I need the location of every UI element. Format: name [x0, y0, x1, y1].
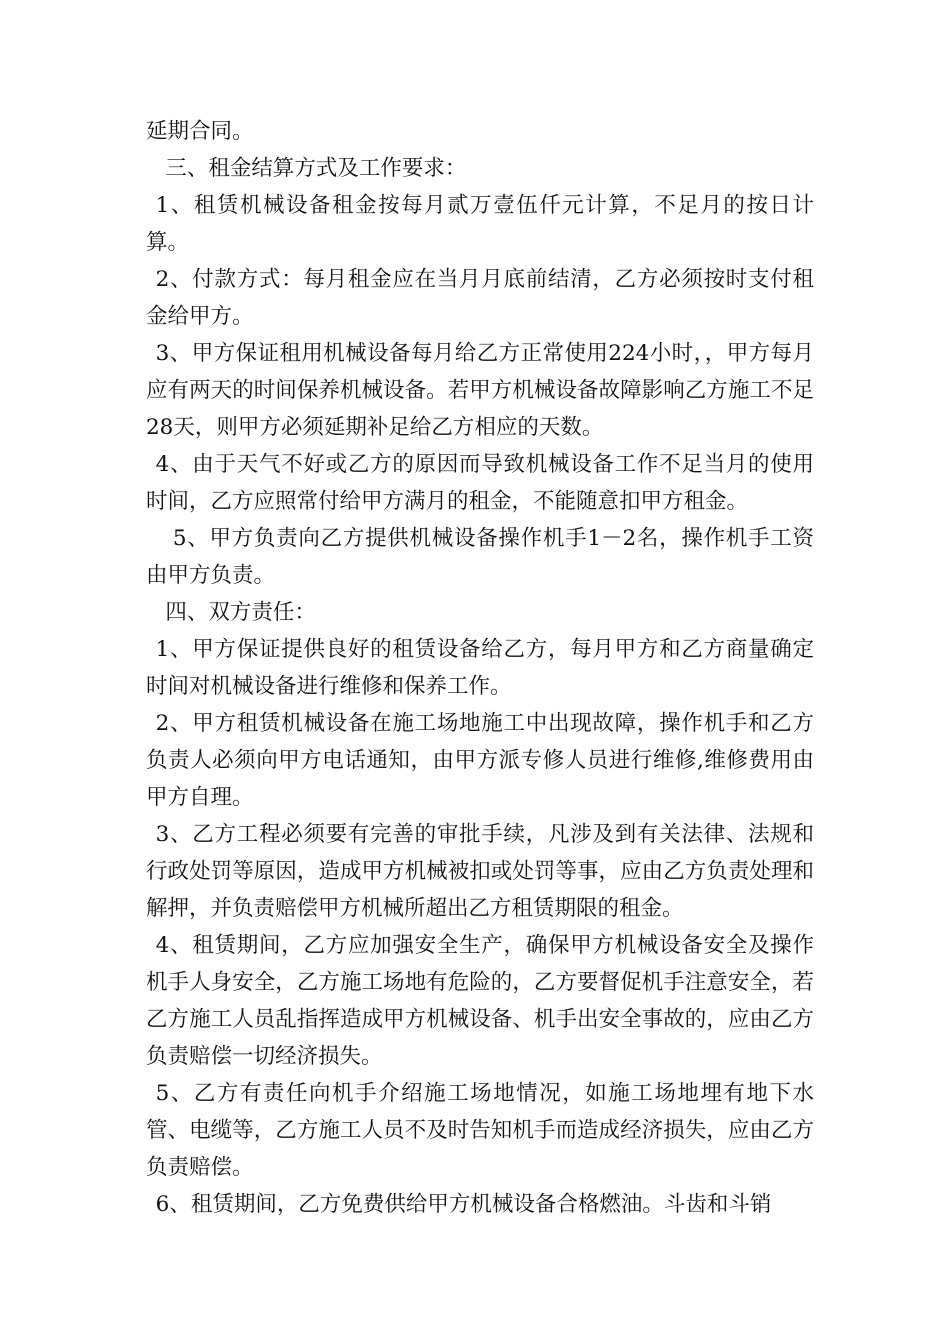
- clause-4-5: 5、乙方有责任向机手介绍施工场地情况，如施工场地埋有地下水管、电缆等，乙方施工人员不及时告知机手而造成经济损失，应由乙方负责赔偿。: [146, 1081, 814, 1180]
- clause-3-5: 5、甲方负责向乙方提供机械设备操作机手1－2名，操作机手工资由甲方负责。: [146, 526, 814, 588]
- clause-4-6: 6、租赁期间，乙方免费供给甲方机械设备合格燃油。斗齿和斗销: [155, 1192, 772, 1217]
- clause-4-1: 1、甲方保证提供良好的租赁设备给乙方，每月甲方和乙方商量确定时间对机械设备进行维修和保养工作。: [146, 637, 814, 699]
- clause-3-4: 4、由于天气不好或乙方的原因而导致机械设备工作不足当月的使用时间，乙方应照常付给甲方满月的租金，不能随意扣甲方租金。: [146, 452, 814, 514]
- document-body: [146, 113, 814, 1223]
- section-heading-3: 三、租金结算方式及工作要求：: [165, 156, 467, 181]
- clause-4-4: 4、租赁期间，乙方应加强安全生产，确保甲方机械设备安全及操作机手人身安全，乙方施工场地有危险的，乙方要督促机手注意安全，若乙方施工人员乱指挥造成甲方机械设备、机手出安全事故的，应由乙方负责赔偿一切经济损失。: [146, 933, 814, 1069]
- clause-3-1: 1、租赁机械设备租金按每月贰万壹伍仟元计算，不足月的按日计算。: [146, 193, 814, 255]
- clause-4-2: 2、甲方租赁机械设备在施工场地施工中出现故障，操作机手和乙方负责人必须向甲方电话通知，由甲方派专修人员进行维修,维修费用由甲方自理。: [146, 711, 814, 810]
- section-heading-4: 四、双方责任：: [165, 600, 316, 625]
- clause-3-3: 3、甲方保证租用机械设备每月给乙方正常使用224小时，，甲方每月应有两天的时间保养机械设备。若甲方机械设备故障影响乙方施工不足28天，则甲方必须延期补足给乙方相应的天数。: [146, 341, 814, 440]
- clause-4-3: 3、乙方工程必须要有完善的审批手续，凡涉及到有关法律、法规和行政处罚等原因，造成甲方机械被扣或处罚等事，应由乙方负责处理和解押，并负责赔偿甲方机械所超出乙方租赁期限的租金。: [146, 822, 814, 921]
- clause-3-2: 2、付款方式：每月租金应在当月月底前结清，乙方必须按时支付租金给甲方。: [146, 267, 814, 329]
- paragraph-continuation: 延期合同。: [146, 119, 254, 144]
